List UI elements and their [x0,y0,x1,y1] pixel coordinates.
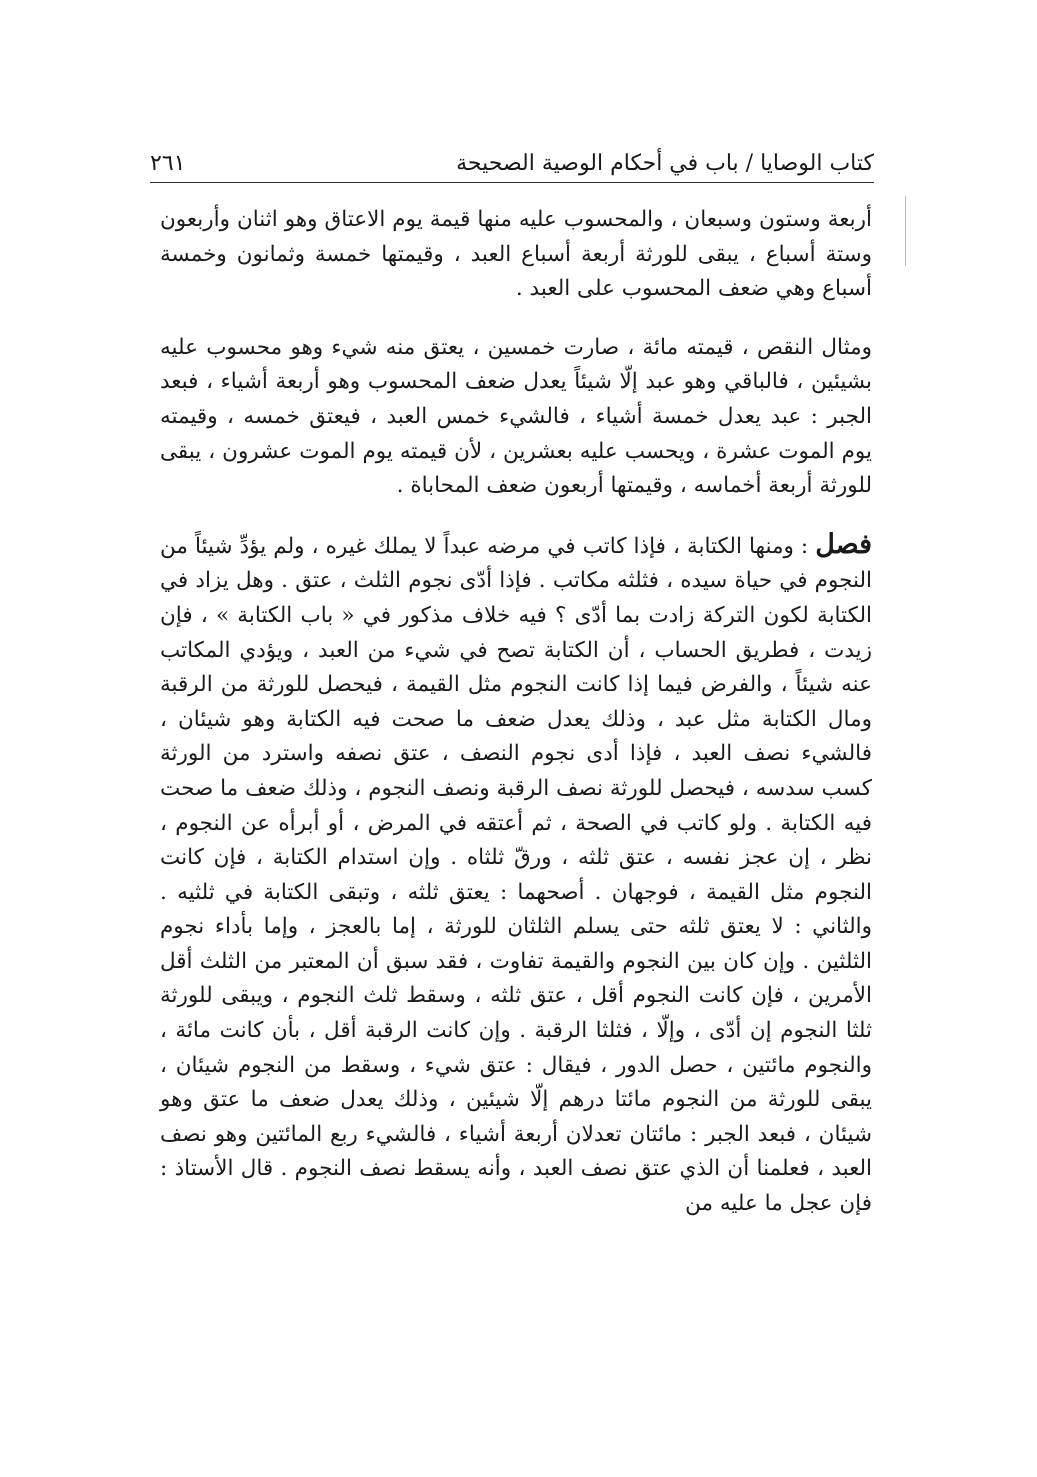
header-title: كتاب الوصايا / باب في أحكام الوصية الصحيحة [456,151,874,176]
paragraph-2: ومثال النقص ، قيمته مائة ، صارت خمسين ، يعتق منه شيء وهو محسوب عليه بشيئين ، فالباقي وهو عبد إلّا شيئاً يعدل ضعف المحسوب وهو أربعة أشياء ، فبعد الجبر : عبد يعدل خمسة أشياء ، فالشيء خمس العبد ، فيعتق خمسه ، وقيمته يوم الموت عشرة ، ويحسب عليه بعشرين ، لأن قيمته يوم الموت عشرون ، يبقى للورثة أربعة أخماسه ، وقيمتها أربعون ضعف المحاباة . [160,334,872,499]
paragraph-3 [160,528,872,1222]
paragraph-1: أربعة وستون وسبعان ، والمحسوب عليه منها قيمة يوم الاعتاق وهو اثنان وأربعون وستة أسباع ، يبقى للورثة أربعة أسباع العبد ، وقيمتها خمسة وثمانون وخمسة أسباع وهي ضعف المحسوب على العبد . [160,207,872,302]
paragraph-3-text: : ومنها الكتابة ، فإذا كاتب في مرضه عبداً لا يملك غيره ، ولم يؤدِّ شيئاً من النجوم في حياة سيده ، فثلثه مكاتب . فإذا أدّى نجوم الثلث ، عتق . وهل يزاد في الكتابة لكون التركة زادت بما أدّى ؟ فيه خلاف مذكور في « باب الكتابة » ، فإن زيدت ، فطريق الحساب ، أن الكتابة تصح في شيء من العبد ، ويؤدي المكاتب عنه شيئاً ، والفرض فيما إذا كانت النجوم مثل القيمة ، فيحصل للورثة من الرقبة ومال الكتابة مثل عبد ، وذلك يعدل ضعف ما صحت فيه الكتابة وهو شيئان ، فالشيء نصف العبد ، فإذا أدى نجوم النصف ، عتق نصفه واسترد من الورثة كسب سدسه ، فيحصل للورثة نصف الرقبة ونصف النجوم ، وذلك ضعف ما صحت فيه الكتابة . ولو كاتب في الصحة ، ثم أعتقه في المرض ، أو أبرأه عن النجوم ، نظر ، إن عجز نفسه ، عتق ثلثه ، ورقّ ثلثاه . وإن استدام الكتابة ، فإن كانت النجوم مثل القيمة ، فوجهان . أصحهما : يعتق ثلثه ، وتبقى الكتابة في ثلثيه . والثاني : لا يعتق ثلثه حتى يسلم الثلثان للورثة ، إما بالعجز ، وإما بأداء نجوم الثلثين . وإن كان بين النجوم والقيمة تفاوت ، فقد سبق أن المعتبر من الثلث أقل الأمرين ، فإن كانت النجوم أقل ، عتق ثلثه ، وسقط ثلث النجوم ، ويبقى للورثة ثلثا النجوم إن أدّى ، وإلّا ، فثلثا الرقبة . وإن كانت الرقبة أقل ، بأن كانت مائة ، والنجوم مائتين ، حصل الدور ، فيقال : عتق شيء ، وسقط من النجوم شيئان ، يبقى للورثة من النجوم مائتا درهم إلّا شيئين ، وذلك يعدل ضعف ما عتق وهو شيئان ، فبعد الجبر : مائتان تعدلان أربعة أشياء ، فالشيء ربع المائتين وهو نصف العبد ، فعلمنا أن الذي عتق نصف العبد ، وأنه يسقط نصف النجوم . قال الأستاذ : فإن عجل ما عليه من [160,533,872,1217]
body-text [160,203,872,1222]
running-header [150,140,874,176]
section-label-fasl: فصل [815,528,872,560]
header-rule [150,182,874,183]
page-number: ٢٦١ [150,151,186,176]
margin-mark [905,196,906,266]
